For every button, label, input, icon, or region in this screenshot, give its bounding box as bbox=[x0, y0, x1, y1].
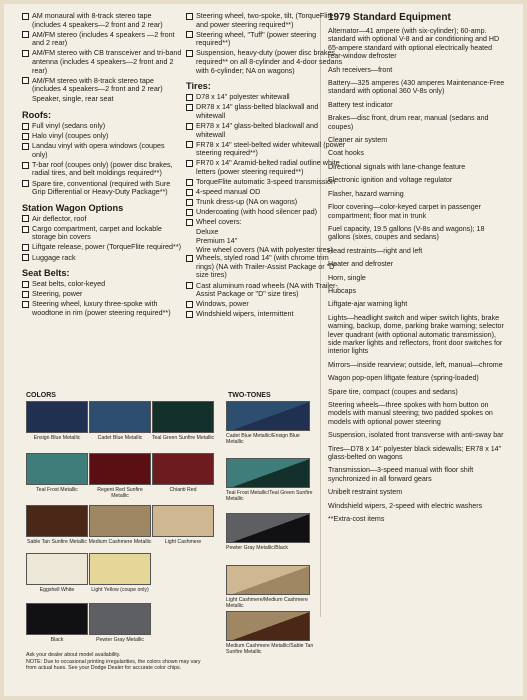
two-tone-label: Light Cashmere/Medium Cashmere Metallic bbox=[226, 597, 308, 609]
standard-equipment-item: Transmission—3-speed manual with floor shift synchronized in all forward gears bbox=[328, 466, 474, 483]
colors-heading: COLORS bbox=[26, 392, 56, 399]
checkbox-icon bbox=[186, 199, 193, 206]
checkbox-icon bbox=[186, 179, 193, 186]
checkbox-icon bbox=[22, 13, 29, 20]
color-swatch bbox=[26, 453, 88, 485]
standard-equipment-item: Horn, single bbox=[328, 273, 366, 282]
standard-equipment-item: Coat hooks bbox=[328, 149, 364, 158]
option-item: Cargo compartment, carpet and lockable storage bin covers bbox=[22, 225, 182, 242]
color-swatch bbox=[89, 553, 151, 585]
color-swatch bbox=[152, 453, 214, 485]
option-item: Spare tire, conventional (required with Sure Grip Differential or Heavy-Duty Package**) bbox=[22, 180, 182, 197]
checkbox-icon bbox=[22, 215, 29, 222]
two-tone-swatch bbox=[226, 611, 310, 641]
checkbox-icon bbox=[186, 282, 193, 289]
two-tone-label: Medium Cashmere Metallic/Sable Tan Sunfire Metallic bbox=[226, 643, 314, 655]
option-item: Steering wheel, "Tuff" (power steering required**) bbox=[186, 31, 346, 48]
color-swatch bbox=[26, 603, 88, 635]
standard-equipment-item: Steering wheels—three spokes with horn button on models with manual steering; two padded spokes on models with optional power steering bbox=[328, 401, 493, 426]
two-tones-heading: TWO-TONES bbox=[228, 392, 271, 399]
option-item: Wheel covers: bbox=[186, 218, 346, 227]
two-tone-swatch bbox=[226, 401, 310, 431]
two-tone-label: Pewter Gray Metallic/Black bbox=[226, 545, 288, 551]
color-swatch-label: Medium Cashmere Metallic bbox=[88, 539, 152, 545]
color-swatch-label: Light Cashmere bbox=[164, 539, 202, 545]
option-item: Liftgate release, power (TorqueFlite required**) bbox=[22, 243, 182, 252]
checkbox-icon bbox=[22, 162, 29, 169]
options-column-middle bbox=[186, 12, 346, 320]
standard-equipment-item: Electronic ignition and voltage regulator bbox=[328, 176, 453, 185]
option-item: T-bar roof (coupes only) (power disc brakes, radial tires, and belt moldings required**) bbox=[22, 161, 182, 178]
option-item: Suspension, heavy-duty (power disc brakes required** on all 8-cylinder and 4-door sedans with 6-cylinder; NA on wagons) bbox=[186, 49, 346, 75]
option-item: AM/FM stereo (includes 4 speakers —2 front and 2 rear) bbox=[22, 31, 182, 48]
option-item: Steering wheel, two-spoke, tilt, (TorqueFlite and power steering required**) bbox=[186, 12, 346, 29]
two-tone-label: Cadet Blue Metallic/Ensign Blue Metallic bbox=[226, 433, 300, 445]
checkbox-icon bbox=[22, 244, 29, 251]
option-item: FR78 x 14" steel-belted wider whitewall (power steering required**) bbox=[186, 141, 346, 158]
color-swatch bbox=[26, 553, 88, 585]
checkbox-icon bbox=[186, 219, 193, 226]
option-item: Steering wheel, luxury three-spoke with woodtone in rim (power steering required**) bbox=[22, 300, 182, 317]
standard-equipment-item: Floor covering—color-keyed carpet in passenger compartment; floor mat in trunk bbox=[328, 203, 481, 220]
option-item: AM/FM stereo with CB transceiver and tri-band antenna (includes 4 speakers—2 front and 2 rear) bbox=[22, 49, 182, 75]
standard-equipment-item: Tires—D78 x 14" polyester black sidewalls; ER78 x 14" glass-belted on wagons bbox=[328, 444, 502, 462]
standard-equipment-item: Wagon pop-open liftgate feature (spring-loaded) bbox=[328, 374, 479, 383]
two-tone-swatch bbox=[226, 565, 310, 595]
color-swatch-label: Light Yellow (coupe only) bbox=[91, 587, 149, 593]
wheel-cover-types: Deluxe Premium 14" Wire wheel covers (NA with polyester tires) bbox=[196, 227, 333, 254]
checkbox-icon bbox=[22, 254, 29, 261]
color-swatch-label: Sable Tan Sunfire Metallic bbox=[27, 539, 87, 545]
station-wagon-heading: Station Wagon Options bbox=[22, 202, 124, 213]
checkbox-icon bbox=[22, 281, 29, 288]
option-item: Seat belts, color-keyed bbox=[22, 280, 182, 289]
option-item: Landau vinyl with opera windows (coupes only) bbox=[22, 142, 182, 159]
checkbox-icon bbox=[22, 123, 29, 130]
standard-equipment-item: Head restraints—right and left bbox=[328, 246, 423, 255]
checkbox-icon bbox=[22, 301, 29, 308]
option-item: Trunk dress-up (NA on wagons) bbox=[186, 198, 346, 207]
option-item: Wheels, styled road 14" (with chrome trim rings) (NA with Trailer-Assist Package or "D" size tires) bbox=[186, 254, 346, 280]
checkbox-icon bbox=[186, 50, 193, 57]
option-item: TorqueFlite automatic 3-speed transmission bbox=[186, 178, 346, 187]
option-item: 4-speed manual OD bbox=[186, 188, 346, 197]
checkbox-icon bbox=[22, 226, 29, 233]
standard-equipment-item: Alternator—41 ampere (with six-cylinder); 60-amp. standard with optional V-8 and air conditioning and HD 65-ampere standard with optional electrically heated rear-window defroster bbox=[328, 27, 500, 61]
color-swatch bbox=[89, 453, 151, 485]
checkbox-icon bbox=[186, 209, 193, 216]
standard-equipment-item: Mirrors—inside rearview; outside, left, manual—chrome bbox=[328, 360, 503, 369]
color-swatch bbox=[152, 401, 214, 433]
option-item: Steering, power bbox=[22, 290, 182, 299]
color-swatch bbox=[152, 505, 214, 537]
color-swatch bbox=[89, 603, 151, 635]
checkbox-icon bbox=[22, 133, 29, 140]
color-swatch-label: Eggshell White bbox=[39, 587, 75, 593]
checkbox-icon bbox=[186, 255, 193, 262]
color-swatch-label: Pewter Gray Metallic bbox=[96, 637, 144, 643]
checkbox-icon bbox=[186, 13, 193, 20]
option-item: Luggage rack bbox=[22, 254, 182, 263]
checkbox-icon bbox=[186, 189, 193, 196]
standard-equipment-item: Directional signals with lane-change feature bbox=[328, 162, 466, 171]
speaker-line: Speaker, single, rear seat bbox=[32, 94, 114, 104]
option-item: DR78 x 14" glass-belted blackwall and whitewall bbox=[186, 103, 346, 120]
roofs-heading: Roofs: bbox=[22, 109, 52, 120]
checkbox-icon bbox=[186, 141, 193, 148]
standard-equipment-list bbox=[328, 27, 508, 523]
standard-equipment-item: Fuel capacity, 19.5 gallons (V-8s and wagons); 18 gallons (sixes, coupes and sedans) bbox=[328, 224, 485, 242]
standard-equipment-item: Spare tire, compact (coupes and sedans) bbox=[328, 387, 458, 396]
color-swatch-label: Cadet Blue Metallic bbox=[97, 435, 143, 441]
option-item: Air deflector, roof bbox=[22, 215, 182, 224]
color-swatch-label: Teal Green Sunfire Metallic bbox=[151, 435, 215, 441]
option-item: Windows, power bbox=[186, 300, 346, 309]
tires-heading: Tires: bbox=[186, 81, 211, 92]
checkbox-icon bbox=[186, 301, 193, 308]
checkbox-icon bbox=[22, 143, 29, 150]
standard-equipment-item: Liftgate-ajar warning light bbox=[328, 300, 408, 309]
checkbox-icon bbox=[186, 104, 193, 111]
two-tone-swatch bbox=[226, 458, 310, 488]
standard-equipment-item: Flasher, hazard warning bbox=[328, 189, 404, 198]
color-swatch bbox=[26, 401, 88, 433]
standard-equipment-item: Brakes—disc front, drum rear, manual (sedans and coupes) bbox=[328, 114, 489, 131]
option-item: FR70 x 14" Aramid-belted radial outline white letters (power steering required**) bbox=[186, 159, 346, 176]
option-item: D78 x 14" polyester whitewall bbox=[186, 93, 346, 102]
option-item: Full vinyl (sedans only) bbox=[22, 122, 182, 131]
availability-note: Ask your dealer about model availability. bbox=[26, 652, 121, 658]
color-swatch-label: Regent Red Sunfire Metallic bbox=[97, 487, 143, 499]
checkbox-icon bbox=[186, 160, 193, 167]
standard-equipment-title: 1979 Standard Equipment bbox=[328, 12, 451, 23]
color-swatch bbox=[89, 401, 151, 433]
printing-note: NOTE: Due to occasional printing irregularities, the colors shown may vary from actual hues. See your Dodge Dealer for accurate color chips. bbox=[26, 659, 201, 672]
option-item: Windshield wipers, intermittent bbox=[186, 310, 346, 319]
option-item: Undercoating (with hood silencer pad) bbox=[186, 208, 346, 217]
standard-equipment-item: Windshield wipers, 2-speed with electric washers bbox=[328, 501, 483, 510]
standard-equipment-item: Lights—headlight switch and wiper switch lights, brake warning, backup, dome, parking brake warning; selector lever quadrant (with optional automatic transmission), side marker lights and reflectors, front door switches for interior lights bbox=[328, 313, 504, 356]
color-swatch bbox=[26, 505, 88, 537]
checkbox-icon bbox=[22, 77, 29, 84]
standard-equipment-item: Battery test indicator bbox=[328, 100, 393, 109]
standard-equipment-item: Battery—325 amperes (430 amperes Maintenance-Free standard with optional 360 V-8s only) bbox=[328, 79, 505, 96]
checkbox-icon bbox=[22, 50, 29, 57]
option-item: Cast aluminum road wheels (NA with Trailer-Assist Package or "D" size tires) bbox=[186, 282, 346, 299]
option-item: Halo vinyl (coupes only) bbox=[22, 132, 182, 141]
color-swatch-label: Black bbox=[50, 637, 64, 643]
checkbox-icon bbox=[186, 31, 193, 38]
checkbox-icon bbox=[22, 31, 29, 38]
color-swatch-label: Ensign Blue Metallic bbox=[33, 435, 81, 441]
option-item: ER78 x 14" glass-belted blackwall and whitewall bbox=[186, 122, 346, 139]
checkbox-icon bbox=[186, 311, 193, 318]
option-item: AM monaural with 8-track stereo tape (includes 4 speakers—2 front and 2 rear) bbox=[22, 12, 182, 29]
standard-equipment-item: Ash receivers—front bbox=[328, 65, 393, 74]
color-swatch bbox=[89, 505, 151, 537]
checkbox-icon bbox=[186, 94, 193, 101]
standard-equipment-item: Cleaner air system bbox=[328, 136, 388, 145]
standard-equipment-item: **Extra-cost items bbox=[328, 515, 385, 524]
standard-equipment-item: Unibelt restraint system bbox=[328, 488, 403, 497]
checkbox-icon bbox=[22, 291, 29, 298]
option-item: AM/FM stereo with 8-track stereo tape (includes 4 speakers—2 front and 2 rear) bbox=[22, 77, 182, 94]
checkbox-icon bbox=[22, 180, 29, 187]
color-swatch-label: Teal Frost Metallic bbox=[36, 487, 78, 493]
two-tone-label: Teal Frost Metallic/Teal Green Sunfire Metallic bbox=[226, 490, 313, 502]
checkbox-icon bbox=[186, 123, 193, 130]
color-swatch-label: Chianti Red bbox=[169, 487, 197, 493]
two-tone-swatch bbox=[226, 513, 310, 543]
seat-belts-heading: Seat Belts: bbox=[22, 268, 70, 279]
standard-equipment-item: Heater and defroster bbox=[328, 260, 394, 269]
standard-equipment-column bbox=[328, 12, 508, 528]
standard-equipment-item: Hubcaps bbox=[328, 286, 356, 295]
options-column-left bbox=[22, 12, 182, 319]
standard-equipment-item: Suspension, isolated front transverse with anti-sway bar bbox=[328, 431, 504, 440]
